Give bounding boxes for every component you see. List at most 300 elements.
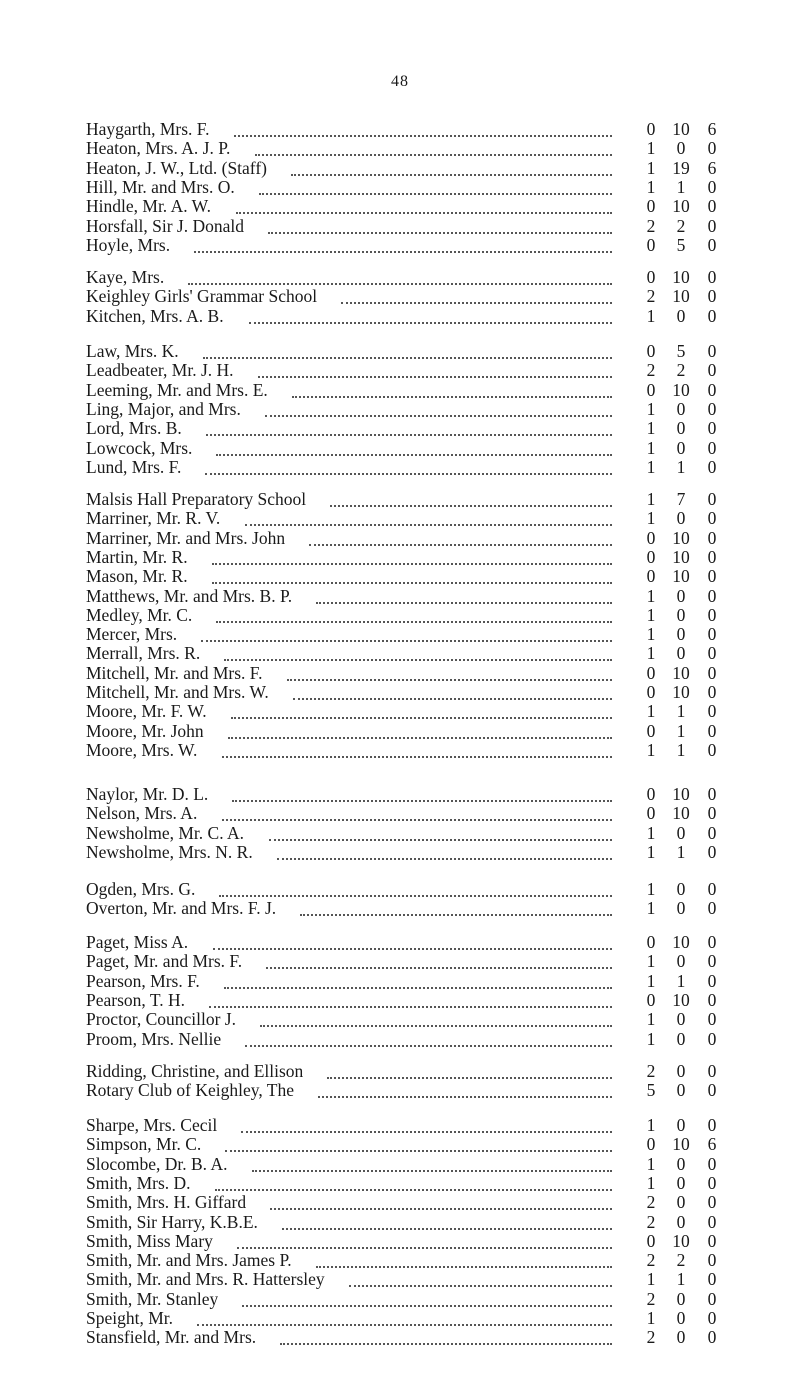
amount-pence: 0	[707, 1115, 717, 1135]
amount-pounds: 1	[646, 1308, 656, 1328]
subscriber-name: Moore, Mrs. W.	[86, 739, 198, 760]
list-item	[0, 586, 800, 606]
amount-pounds: 1	[646, 970, 656, 991]
list-item	[0, 624, 800, 644]
amount-shillings: 1	[676, 176, 686, 197]
amount-shillings: 0	[676, 1009, 686, 1030]
page-number: 48	[391, 73, 409, 90]
amount-pence: 0	[707, 989, 717, 1010]
list-item	[0, 1269, 800, 1289]
dot-leader	[224, 984, 612, 989]
subscriber-name: Smith, Mrs. D.	[86, 1172, 191, 1193]
dot-leader	[252, 1167, 612, 1172]
dot-leader	[241, 1128, 612, 1133]
list-item	[0, 489, 800, 509]
subscriber-name: Ogden, Mrs. G.	[86, 879, 196, 899]
amount-shillings: 0	[676, 898, 686, 919]
dot-leader	[234, 132, 612, 137]
list-item	[0, 898, 800, 918]
subscriber-name: Mitchell, Mr. and Mrs. W.	[86, 682, 269, 702]
subscriber-name: Paget, Mr. and Mrs. F.	[86, 951, 243, 972]
amount-pounds: 1	[646, 456, 656, 477]
subscriber-name: Hoyle, Mrs.	[86, 234, 171, 255]
subscriber-name: Leadbeater, Mr. J. H.	[86, 360, 234, 381]
amount-pence: 0	[707, 508, 717, 529]
list-item	[0, 360, 800, 380]
dot-leader	[300, 911, 612, 916]
amount-pence: 0	[707, 267, 717, 287]
list-item	[0, 399, 800, 419]
amount-pence: 0	[707, 176, 717, 197]
dot-leader	[212, 579, 612, 584]
amount-pounds: 0	[646, 546, 656, 567]
list-item	[0, 879, 800, 899]
dot-leader	[268, 229, 612, 234]
amount-shillings: 10	[672, 932, 690, 952]
list-item	[0, 1327, 800, 1347]
subscriber-name: Hindle, Mr. A. W.	[86, 196, 211, 217]
amount-pence: 0	[707, 1080, 717, 1101]
subscriber-name: Lund, Mrs. F.	[86, 456, 182, 477]
subscriber-name: Rotary Club of Keighley, The	[86, 1080, 295, 1101]
dot-leader	[205, 470, 612, 475]
amount-shillings: 10	[672, 682, 690, 702]
subscriber-name: Pearson, Mrs. F.	[86, 970, 200, 991]
subscriber-name: Speight, Mr.	[86, 1308, 174, 1328]
amount-shillings: 2	[676, 1250, 686, 1271]
subscriber-name: Horsfall, Sir J. Donald	[86, 215, 244, 236]
amount-shillings: 10	[672, 784, 690, 804]
subscriber-name: Mercer, Mrs.	[86, 624, 178, 645]
dot-leader	[327, 1074, 612, 1079]
dot-leader	[231, 714, 612, 719]
list-item	[0, 196, 800, 216]
amount-pounds: 0	[646, 119, 656, 139]
subscriber-name: Smith, Mr. and Mrs. James P.	[86, 1250, 292, 1271]
amount-pence: 0	[707, 784, 717, 804]
subscriber-name: Kaye, Mrs.	[86, 267, 165, 287]
amount-shillings: 10	[672, 989, 690, 1010]
list-item	[0, 784, 800, 804]
dot-leader	[213, 945, 612, 950]
amount-pence: 0	[707, 138, 717, 159]
list-item	[0, 418, 800, 438]
subscriber-name: Smith, Miss Mary	[86, 1230, 213, 1251]
amount-pounds: 1	[646, 1172, 656, 1193]
amount-pounds: 1	[646, 1115, 656, 1135]
amount-shillings: 0	[676, 604, 686, 625]
amount-pence: 0	[707, 585, 717, 606]
amount-pence: 0	[707, 437, 717, 458]
amount-pence: 0	[707, 286, 717, 307]
dot-leader	[225, 1147, 612, 1152]
subscriber-name: Nelson, Mrs. A.	[86, 803, 198, 824]
amount-pounds: 2	[646, 215, 656, 236]
amount-pounds: 0	[646, 720, 656, 741]
subscriber-name: Moore, Mr. F. W.	[86, 701, 207, 722]
amount-pounds: 0	[646, 267, 656, 287]
subscriber-name: Marriner, Mr. R. V.	[86, 508, 221, 529]
amount-shillings: 10	[672, 119, 690, 139]
amount-shillings: 10	[672, 286, 690, 307]
amount-shillings: 10	[672, 267, 690, 287]
amount-pounds: 0	[646, 932, 656, 952]
subscriber-name: Lord, Mrs. B.	[86, 418, 182, 439]
list-item	[0, 842, 800, 862]
amount-shillings: 0	[676, 1061, 686, 1081]
dot-leader	[236, 209, 612, 214]
amount-pounds: 1	[646, 585, 656, 606]
dot-leader	[292, 393, 612, 398]
list-item	[0, 1009, 800, 1029]
amount-shillings: 0	[676, 822, 686, 843]
amount-shillings: 0	[676, 1211, 686, 1232]
amount-pence: 0	[707, 456, 717, 477]
amount-shillings: 0	[676, 1115, 686, 1135]
amount-shillings: 2	[676, 360, 686, 381]
amount-pence: 0	[707, 720, 717, 741]
list-item	[0, 306, 800, 326]
list-item	[0, 1061, 800, 1081]
amount-shillings: 7	[676, 489, 686, 509]
dot-leader	[245, 1042, 612, 1047]
amount-pounds: 0	[646, 1134, 656, 1155]
amount-shillings: 19	[672, 157, 690, 178]
amount-shillings: 5	[676, 234, 686, 255]
list-item	[0, 119, 800, 139]
subscriber-name: Law, Mrs. K.	[86, 341, 179, 361]
subscriber-name: Overton, Mr. and Mrs. F. J.	[86, 898, 277, 919]
amount-pence: 0	[707, 701, 717, 722]
amount-pence: 0	[707, 196, 717, 217]
dot-leader	[291, 171, 612, 176]
dot-leader	[212, 560, 612, 565]
amount-pounds: 1	[646, 1009, 656, 1030]
amount-shillings: 1	[676, 739, 686, 760]
list-item	[0, 1212, 800, 1232]
amount-shillings: 0	[676, 398, 686, 419]
subscriber-name: Proctor, Councillor J.	[86, 1009, 236, 1030]
dot-leader	[265, 412, 612, 417]
dot-leader	[203, 354, 612, 359]
dot-leader	[259, 190, 612, 195]
amount-pounds: 0	[646, 662, 656, 683]
amount-pence: 0	[707, 1009, 717, 1030]
amount-pounds: 1	[646, 841, 656, 862]
subscriber-name: Sharpe, Mrs. Cecil	[86, 1115, 218, 1135]
amount-shillings: 1	[676, 456, 686, 477]
amount-pounds: 0	[646, 234, 656, 255]
amount-pence: 0	[707, 879, 717, 899]
amount-pence: 6	[707, 157, 717, 178]
amount-pence: 0	[707, 341, 717, 361]
amount-shillings: 1	[676, 970, 686, 991]
dot-leader	[249, 319, 612, 324]
dot-leader	[201, 637, 612, 642]
amount-shillings: 0	[676, 138, 686, 159]
list-item	[0, 1250, 800, 1270]
amount-pence: 0	[707, 379, 717, 400]
amount-pence: 0	[707, 1269, 717, 1290]
amount-pounds: 1	[646, 951, 656, 972]
subscriber-name: Matthews, Mr. and Mrs. B. P.	[86, 585, 293, 606]
list-item	[0, 643, 800, 663]
amount-shillings: 0	[676, 1308, 686, 1328]
amount-shillings: 10	[672, 662, 690, 683]
subscriber-name: Smith, Mr. and Mrs. R. Hattersley	[86, 1269, 325, 1290]
dot-leader	[197, 1321, 612, 1326]
amount-pounds: 2	[646, 1211, 656, 1232]
amount-pounds: 1	[646, 1153, 656, 1174]
list-item	[0, 158, 800, 178]
list-item	[0, 1080, 800, 1100]
amount-pounds: 5	[646, 1080, 656, 1101]
list-item	[0, 605, 800, 625]
subscriber-name: Smith, Mr. Stanley	[86, 1288, 219, 1309]
list-item	[0, 682, 800, 702]
amount-pounds: 2	[646, 286, 656, 307]
amount-pounds: 1	[646, 604, 656, 625]
amount-shillings: 1	[676, 720, 686, 741]
subscriber-name: Ridding, Christine, and Ellison	[86, 1061, 304, 1081]
list-item	[0, 438, 800, 458]
amount-shillings: 1	[676, 701, 686, 722]
amount-pence: 0	[707, 1288, 717, 1309]
amount-pounds: 0	[646, 196, 656, 217]
subscriber-name: Heaton, J. W., Ltd. (Staff)	[86, 157, 267, 178]
subscriber-name: Ling, Major, and Mrs.	[86, 398, 241, 419]
list-item	[0, 951, 800, 971]
amount-shillings: 1	[676, 841, 686, 862]
subscriber-name: Mitchell, Mr. and Mrs. F.	[86, 662, 263, 683]
list-item	[0, 740, 800, 760]
amount-shillings: 0	[676, 1028, 686, 1049]
list-item	[0, 267, 800, 287]
list-item	[0, 971, 800, 991]
amount-pence: 0	[707, 822, 717, 843]
amount-pence: 0	[707, 418, 717, 439]
subscriber-name: Mason, Mr. R.	[86, 566, 188, 587]
amount-pence: 0	[707, 1230, 717, 1251]
amount-pounds: 1	[646, 489, 656, 509]
list-item	[0, 380, 800, 400]
amount-pence: 0	[707, 898, 717, 919]
amount-pence: 0	[707, 398, 717, 419]
amount-shillings: 1	[676, 1269, 686, 1290]
amount-shillings: 0	[676, 508, 686, 529]
amount-pounds: 1	[646, 1028, 656, 1049]
amount-pence: 6	[707, 119, 717, 139]
amount-pence: 0	[707, 1172, 717, 1193]
subscriber-name: Slocombe, Dr. B. A.	[86, 1153, 228, 1174]
amount-shillings: 10	[672, 1134, 690, 1155]
amount-pence: 0	[707, 803, 717, 824]
amount-pence: 0	[707, 643, 717, 664]
dot-leader	[188, 280, 612, 285]
amount-pence: 0	[707, 1153, 717, 1174]
list-item	[0, 1289, 800, 1309]
amount-pounds: 1	[646, 157, 656, 178]
subscriber-name: Naylor, Mr. D. L.	[86, 784, 209, 804]
list-item	[0, 1115, 800, 1135]
amount-shillings: 10	[672, 196, 690, 217]
amount-pence: 6	[707, 1134, 717, 1155]
amount-pounds: 0	[646, 341, 656, 361]
amount-shillings: 0	[676, 418, 686, 439]
amount-pence: 0	[707, 1211, 717, 1232]
amount-pence: 0	[707, 215, 717, 236]
amount-pence: 0	[707, 566, 717, 587]
list-item	[0, 1231, 800, 1251]
dot-leader	[270, 1205, 612, 1210]
amount-pounds: 2	[646, 1192, 656, 1213]
amount-pence: 0	[707, 489, 717, 509]
amount-pounds: 0	[646, 379, 656, 400]
dot-leader	[341, 299, 612, 304]
list-item	[0, 177, 800, 197]
list-item	[0, 1154, 800, 1174]
amount-pence: 0	[707, 932, 717, 952]
amount-shillings: 5	[676, 341, 686, 361]
list-item	[0, 823, 800, 843]
amount-pence: 0	[707, 1061, 717, 1081]
dot-leader	[216, 618, 612, 623]
amount-pence: 0	[707, 662, 717, 683]
dot-leader	[255, 151, 612, 156]
list-item	[0, 528, 800, 548]
subscriber-name: Malsis Hall Preparatory School	[86, 489, 307, 509]
amount-pence: 0	[707, 546, 717, 567]
subscriber-name: Moore, Mr. John	[86, 720, 204, 741]
amount-shillings: 0	[676, 1080, 686, 1101]
subscriber-name: Newsholme, Mr. C. A.	[86, 822, 244, 843]
dot-leader	[330, 502, 612, 507]
subscriber-name: Merrall, Mrs. R.	[86, 643, 201, 664]
subscriber-name: Newsholme, Mrs. N. R.	[86, 841, 253, 862]
amount-shillings: 0	[676, 624, 686, 645]
list-item	[0, 457, 800, 477]
list-item	[0, 721, 800, 741]
list-item	[0, 341, 800, 361]
subscriber-name: Smith, Mrs. H. Giffard	[86, 1192, 247, 1213]
dot-leader	[316, 1263, 612, 1268]
amount-pounds: 0	[646, 682, 656, 702]
amount-pounds: 1	[646, 879, 656, 899]
subscriber-name: Medley, Mr. C.	[86, 604, 193, 625]
amount-pence: 0	[707, 739, 717, 760]
amount-pounds: 2	[646, 1061, 656, 1081]
amount-pounds: 1	[646, 418, 656, 439]
amount-pounds: 2	[646, 1288, 656, 1309]
amount-pounds: 0	[646, 989, 656, 1010]
amount-pounds: 1	[646, 701, 656, 722]
dot-leader	[349, 1282, 612, 1287]
amount-pounds: 1	[646, 437, 656, 458]
subscriber-name: Smith, Sir Harry, K.B.E.	[86, 1211, 258, 1232]
amount-pounds: 0	[646, 803, 656, 824]
amount-shillings: 0	[676, 1288, 686, 1309]
amount-pounds: 1	[646, 176, 656, 197]
amount-pounds: 1	[646, 898, 656, 919]
amount-pounds: 1	[646, 1269, 656, 1290]
amount-pounds: 0	[646, 784, 656, 804]
subscriber-name: Pearson, T. H.	[86, 989, 185, 1010]
dot-leader	[222, 816, 612, 821]
dot-leader	[194, 248, 612, 253]
amount-pounds: 1	[646, 138, 656, 159]
amount-pounds: 2	[646, 1327, 656, 1348]
list-item	[0, 803, 800, 823]
amount-pounds: 1	[646, 508, 656, 529]
amount-shillings: 10	[672, 566, 690, 587]
amount-shillings: 10	[672, 546, 690, 567]
amount-shillings: 2	[676, 215, 686, 236]
amount-shillings: 0	[676, 1327, 686, 1348]
amount-pounds: 1	[646, 739, 656, 760]
dot-leader	[266, 964, 612, 969]
dot-leader	[318, 1093, 612, 1098]
dot-leader	[293, 695, 612, 700]
dot-leader	[219, 892, 612, 897]
subscriber-name: Heaton, Mrs. A. J. P.	[86, 138, 231, 159]
amount-shillings: 0	[676, 879, 686, 899]
amount-shillings: 0	[676, 1172, 686, 1193]
amount-pence: 0	[707, 1192, 717, 1213]
dot-leader	[260, 1022, 612, 1027]
list-item	[0, 566, 800, 586]
subscriber-name: Martin, Mr. R.	[86, 546, 188, 567]
list-item	[0, 286, 800, 306]
dot-leader	[242, 1302, 612, 1307]
amount-shillings: 0	[676, 305, 686, 326]
subscriber-name: Kitchen, Mrs. A. B.	[86, 305, 224, 326]
list-item	[0, 701, 800, 721]
list-item	[0, 508, 800, 528]
list-item	[0, 1134, 800, 1154]
amount-pounds: 1	[646, 305, 656, 326]
subscriber-name: Marriner, Mr. and Mrs. John	[86, 527, 286, 548]
amount-pence: 0	[707, 682, 717, 702]
subscriber-name: Leeming, Mr. and Mrs. E.	[86, 379, 268, 400]
dot-leader	[206, 431, 612, 436]
amount-pounds: 2	[646, 1250, 656, 1271]
list-item	[0, 216, 800, 236]
amount-pence: 0	[707, 841, 717, 862]
list-item	[0, 138, 800, 158]
dot-leader	[287, 676, 612, 681]
subscriber-name: Proom, Mrs. Nellie	[86, 1028, 222, 1049]
amount-shillings: 10	[672, 1230, 690, 1251]
amount-pence: 0	[707, 970, 717, 991]
dot-leader	[258, 373, 612, 378]
list-item	[0, 1029, 800, 1049]
amount-pounds: 1	[646, 624, 656, 645]
list-item	[0, 1308, 800, 1328]
amount-shillings: 0	[676, 585, 686, 606]
amount-pounds: 0	[646, 527, 656, 548]
amount-shillings: 0	[676, 437, 686, 458]
amount-pence: 0	[707, 305, 717, 326]
amount-pence: 0	[707, 624, 717, 645]
dot-leader	[316, 599, 612, 604]
dot-leader	[228, 734, 612, 739]
subscriber-name: Stansfield, Mr. and Mrs.	[86, 1327, 257, 1348]
amount-pence: 0	[707, 604, 717, 625]
dot-leader	[282, 1225, 612, 1230]
amount-pounds: 0	[646, 1230, 656, 1251]
list-item	[0, 932, 800, 952]
dot-leader	[209, 1003, 612, 1008]
